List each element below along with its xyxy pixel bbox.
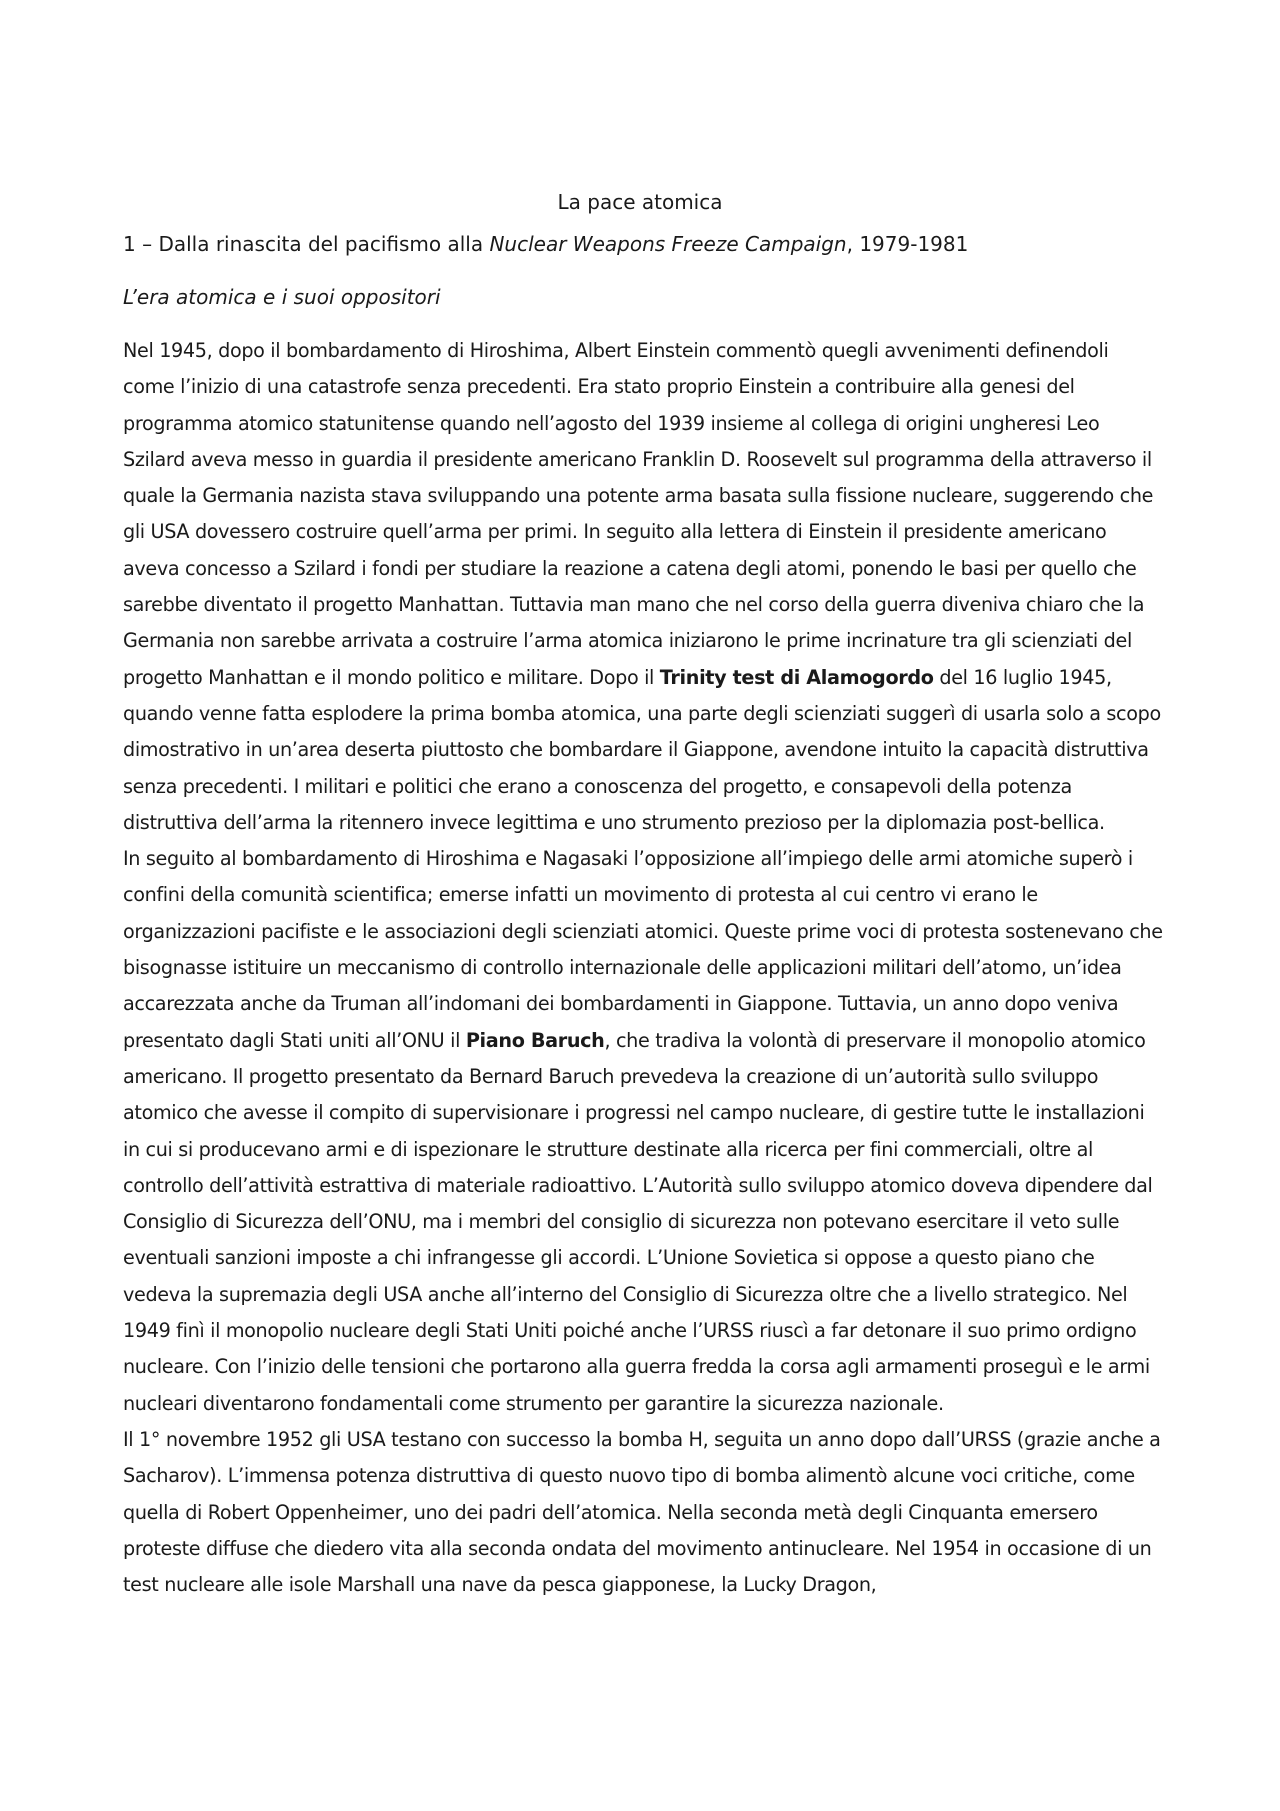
body-text: [123, 333, 1163, 1603]
paragraph-2-bold: Piano Baruch: [465, 1028, 605, 1052]
chapter-heading: [123, 230, 968, 258]
paragraph-3: Il 1° novembre 1952 gli USA testano con successo la bomba H, seguita un anno dopo dall’URSS (grazie anche a Sacharov). L’immensa potenza distruttiva di questo nuovo tipo di bomba alimentò alcune voci critiche, come quella di Robert Oppenheimer, uno dei padri dell’atomica. Nella seconda metà degli Cinquanta emersero proteste diffuse che diedero vita alla seconda ondata del movimento antinucleare. Nel 1954 in occasione di un test nucleare alle isole Marshall una nave da pesca giapponese, la Lucky Dragon,: [123, 1427, 1161, 1597]
paragraph-1-bold: Trinity test di Alamogordo: [659, 665, 934, 689]
paragraph-2: [123, 841, 1163, 1422]
document-title: La pace atomica: [557, 190, 723, 214]
section-heading: L’era atomica e i suoi oppositori: [123, 285, 441, 309]
paragraph-1-part-b: del 16 luglio 1945, quando venne fatta esplodere la prima bomba atomica, una parte degli scienziati suggerì di usarla solo a scopo dimostrativo in un’area deserta piuttosto che bombardare il Giappone, avendone intuito la capacità distruttiva senza precedenti. I militari e politici che erano a conoscenza del progetto, e consapevoli della potenza distruttiva dell’arma la ritennero invece legittima e uno strumento prezioso per la diplomazia post-bellica.: [123, 665, 1161, 834]
paragraph-1-part-a: Nel 1945, dopo il bombardamento di Hiroshima, Albert Einstein commentò quegli avvenimenti definendoli come l’inizio di una catastrofe senza precedenti. Era stato proprio Einstein a contribuire alla genesi del programma atomico statunitense quando nell’agosto del 1939 insieme al collega di origini ungheresi Leo Szilard aveva messo in guardia il presidente americano Franklin D. Roosevelt sul programma della attraverso il quale la Germania nazista stava sviluppando una potente arma basata sulla fissione nucleare, suggerendo che gli USA dovessero costruire quell’arma per primi. In seguito alla lettera di Einstein il presidente americano aveva concesso a Szilard i fondi per studiare la reazione a catena degli atomi, ponendo le basi per quello che sarebbe diventato il progetto Manhattan. Tuttavia man mano che nel corso della guerra diveniva chiaro che la Germania non sarebbe arrivata a costruire l’arma atomica iniziarono le prime incrinature tra gli scienziati del progetto Manhattan e il mondo politico e militare. Dopo il: [123, 339, 1154, 689]
chapter-heading-suffix: , 1979-1981: [846, 232, 969, 256]
paragraph-2-part-a: In seguito al bombardamento di Hiroshima e Nagasaki l’opposizione all’impiego delle armi atomiche superò i confini della comunità scientifica; emerse infatti un movimento di protesta al cui centro vi erano le organizzazioni pacifiste e le associazioni degli scienziati atomici. Queste prime voci di protesta sostenevano che bisognasse istituire un meccanismo di controllo internazionale delle applicazioni militari dell’atomo, un’idea accarezzata anche da Truman all’indomani dei bombardamenti in Giappone. Tuttavia, un anno dopo veniva presentato dagli Stati uniti all’ONU il: [123, 847, 1163, 1052]
paragraph-1: [123, 333, 1163, 841]
chapter-heading-italic: Nuclear Weapons Freeze Campaign: [489, 232, 847, 256]
chapter-heading-prefix: 1 – Dalla rinascita del pacifismo alla: [123, 232, 490, 256]
paragraph-2-part-b: , che tradiva la volontà di preservare il monopolio atomico americano. Il progetto presentato da Bernard Baruch prevedeva la creazione di un’autorità sullo sviluppo atomico che avesse il compito di supervisionare i progressi nel campo nucleare, di gestire tutte le installazioni in cui si producevano armi e di ispezionare le strutture destinate alla ricerca per fini commerciali, oltre al controllo dell’attività estrattiva di materiale radioattivo. L’Autorità sullo sviluppo atomico doveva dipendere dal Consiglio di Sicurezza dell’ONU, ma i membri del consiglio di sicurezza non potevano esercitare il veto sulle eventuali sanzioni imposte a chi infrangesse gli accordi. L’Unione Sovietica si oppose a questo piano che vedeva la supremazia degli USA anche all’interno del Consiglio di Sicurezza oltre che a livello strategico. Nel 1949 finì il monopolio nucleare degli Stati Uniti poiché anche l’URSS riuscì a far detonare il suo primo ordigno nucleare. Con l’inizio delle tensioni che portarono alla guerra fredda la corsa agli armamenti proseguì e le armi nucleari diventarono fondamentali come strumento per garantire la sicurezza nazionale.: [123, 1028, 1153, 1415]
